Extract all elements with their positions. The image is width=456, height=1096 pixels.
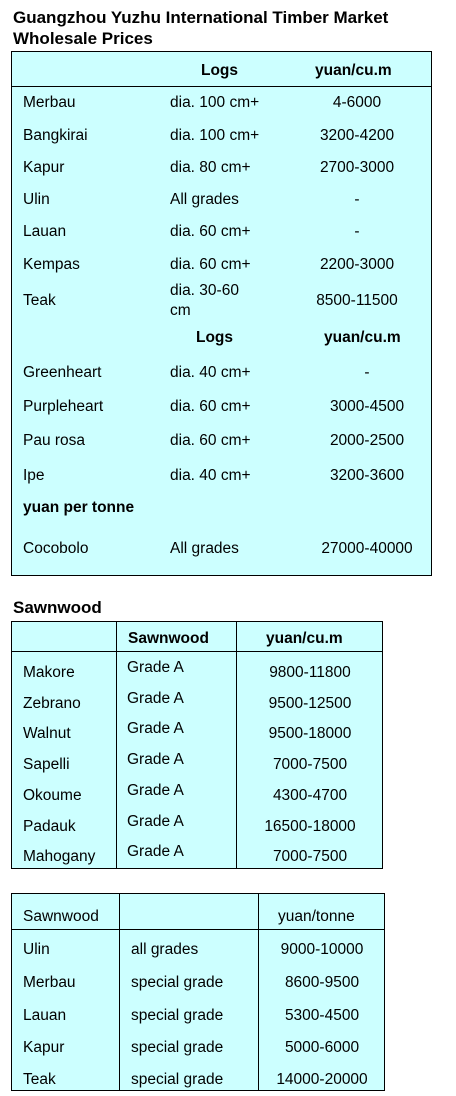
price-col-header: yuan/cu.m (324, 329, 401, 346)
species-cell: Makore (23, 664, 75, 681)
species-cell: Zebrano (23, 695, 81, 712)
column-divider (236, 622, 237, 868)
price-cell: 8500-11500 (316, 292, 398, 309)
price-cell: 3200-3600 (329, 467, 405, 484)
tonne-label: yuan per tonne (23, 499, 135, 516)
sawnwood-col-header: Sawnwood (128, 630, 209, 647)
price-cell: 14000-20000 (276, 1071, 368, 1088)
species-cell: Ulin (23, 191, 50, 208)
price-col-header: yuan/cu.m (266, 630, 343, 647)
species-cell: Walnut (23, 725, 71, 742)
spec-cell-cont: cm (170, 302, 191, 319)
price-cell: 7000-7500 (272, 756, 348, 773)
price-cell: 2000-2500 (329, 432, 405, 449)
price-cell: 2700-3000 (319, 159, 395, 176)
price-cell: 7000-7500 (272, 848, 348, 865)
price-cell: - (364, 364, 370, 381)
species-cell: Lauan (23, 223, 67, 240)
price-cell: 3000-4500 (329, 398, 405, 415)
grade-cell: Grade A (127, 813, 184, 830)
sawnwood-col-header: Sawnwood (23, 908, 99, 925)
price-cell: - (354, 191, 360, 208)
logs-col-header: Logs (201, 62, 239, 79)
sawnwood-table-2 (11, 893, 385, 1091)
header-divider (12, 651, 382, 652)
grade-cell: Grade A (127, 690, 184, 707)
price-cell: 16500-18000 (264, 818, 356, 835)
price-cell: 5000-6000 (284, 1039, 360, 1056)
sawnwood-section-title: Sawnwood (13, 598, 102, 617)
grade-cell: special grade (131, 1007, 224, 1024)
grade-cell: Grade A (127, 782, 184, 799)
column-divider (258, 894, 259, 1090)
spec-cell: dia. 40 cm+ (170, 467, 251, 484)
species-cell: Padauk (23, 818, 76, 835)
species-cell: Kapur (23, 1039, 65, 1056)
species-cell: Bangkirai (23, 127, 88, 144)
spec-cell: dia. 100 cm+ (170, 127, 260, 144)
spec-cell: dia. 80 cm+ (170, 159, 251, 176)
price-cell: 3200-4200 (319, 127, 395, 144)
grade-cell: all grades (131, 941, 199, 958)
species-cell: Sapelli (23, 756, 70, 773)
price-cell: 9800-11800 (269, 664, 351, 681)
spec-cell: dia. 60 cm+ (170, 256, 251, 273)
price-cell: 4300-4700 (272, 787, 348, 804)
species-cell: Purpleheart (23, 398, 104, 415)
species-cell: Greenheart (23, 364, 102, 381)
grade-cell: special grade (131, 974, 224, 991)
spec-cell: dia. 60 cm+ (170, 398, 251, 415)
price-cell: 4-6000 (332, 94, 382, 111)
species-cell: Kapur (23, 159, 65, 176)
price-cell: - (354, 223, 360, 240)
grade-cell: Grade A (127, 720, 184, 737)
price-col-header: yuan/cu.m (315, 62, 392, 79)
price-cell: 8600-9500 (284, 974, 360, 991)
species-cell: Merbau (23, 974, 76, 991)
species-cell: Mahogany (23, 848, 96, 865)
column-divider (116, 622, 117, 868)
price-cell: 2200-3000 (319, 256, 395, 273)
price-col-header: yuan/tonne (278, 908, 355, 925)
spec-cell: dia. 40 cm+ (170, 364, 251, 381)
price-cell: 9000-10000 (280, 941, 364, 958)
species-cell: Teak (23, 292, 56, 309)
price-cell: 5300-4500 (284, 1007, 360, 1024)
species-cell: Lauan (23, 1007, 67, 1024)
spec-cell: dia. 60 cm+ (170, 223, 251, 240)
logs-table (11, 51, 432, 576)
species-cell: Pau rosa (23, 432, 86, 449)
logs-col-header: Logs (196, 329, 234, 346)
species-cell: Merbau (23, 94, 76, 111)
species-cell: Okoume (23, 787, 82, 804)
species-cell: Cocobolo (23, 540, 89, 557)
grade-cell: Grade A (127, 659, 184, 676)
spec-cell: All grades (170, 191, 239, 208)
grade-cell: Grade A (127, 751, 184, 768)
spec-cell: dia. 100 cm+ (170, 94, 260, 111)
price-cell: 9500-18000 (268, 725, 352, 742)
title-line-2: Wholesale Prices (13, 29, 153, 48)
grade-cell: special grade (131, 1071, 224, 1088)
spec-cell: dia. 30-60 (170, 282, 239, 299)
species-cell: Ulin (23, 941, 50, 958)
spec-cell: dia. 60 cm+ (170, 432, 251, 449)
page-title (13, 7, 388, 49)
column-divider (119, 894, 120, 1090)
price-cell: 27000-40000 (321, 540, 413, 557)
title-line-1: Guangzhou Yuzhu International Timber Market (13, 8, 389, 27)
species-cell: Teak (23, 1071, 56, 1088)
logs-header-divider (12, 86, 431, 87)
species-cell: Kempas (23, 256, 80, 273)
species-cell: Ipe (23, 467, 45, 484)
grade-cell: Grade A (127, 843, 184, 860)
sawnwood-table-1 (11, 621, 383, 869)
spec-cell: All grades (170, 540, 239, 557)
price-cell: 9500-12500 (268, 695, 352, 712)
grade-cell: special grade (131, 1039, 224, 1056)
header-divider (12, 929, 384, 930)
